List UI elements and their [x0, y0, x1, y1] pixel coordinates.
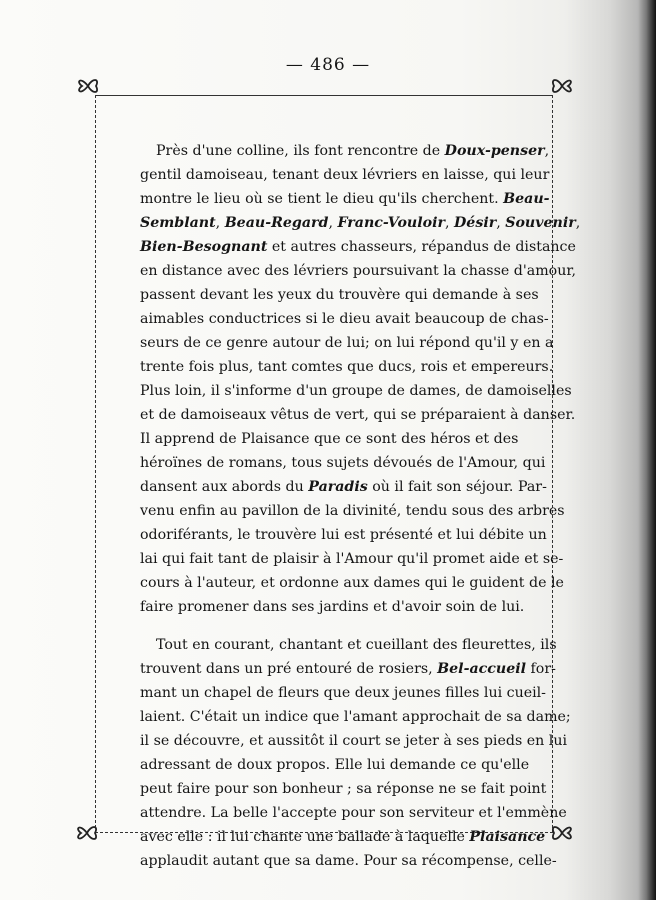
text-line — [140, 849, 557, 873]
text-line — [140, 379, 572, 403]
italic-name: Plaisance — [469, 829, 546, 845]
text-run: attendre. La belle l'accepte pour son serviteur et l'emmène — [140, 805, 567, 821]
italic-name: Semblant — [140, 215, 216, 231]
text-line — [140, 187, 550, 211]
text-run: gentil damoiseau, tenant deux lévriers en laisse, qui leur — [140, 167, 550, 183]
text-run: , — [544, 143, 550, 159]
text-run: adressant de doux propos. Elle lui demande ce qu'elle — [140, 757, 530, 773]
italic-name: Souvenir — [505, 215, 576, 231]
text-run: passent devant les yeux du trouvère qui demande à ses — [140, 287, 539, 303]
text-run: montre le lieu où se tient le dieu qu'ils cherchent. — [140, 191, 504, 207]
text-run: , — [215, 215, 225, 231]
text-line — [140, 211, 581, 235]
italic-name: Franc-Vouloir — [337, 215, 445, 231]
text-line — [140, 657, 556, 681]
text-line — [140, 571, 564, 595]
corner-ornament-top-left-icon — [74, 72, 102, 100]
paragraph-1 — [140, 139, 581, 619]
text-run: et de damoiseaux vêtus de vert, qui se préparaient à danser. — [140, 407, 576, 423]
text-run: lai qui fait tant de plaisir à l'Amour qu'il promet aide et se- — [140, 551, 564, 567]
text-run: applaudit autant que sa dame. Pour sa récompense, celle- — [140, 853, 557, 869]
text-line — [140, 307, 549, 331]
text-line — [140, 801, 567, 825]
text-line — [140, 451, 546, 475]
text-run: seurs de ce genre autour de lui; on lui répond qu'il y en a — [140, 335, 554, 351]
text-run: en distance avec des lévriers poursuivant la chasse d'amour, — [140, 263, 577, 279]
italic-name: Doux-penser — [444, 143, 545, 159]
text-line — [140, 283, 539, 307]
text-run: héroïnes de romans, tous sujets dévoués de l'Amour, qui — [140, 455, 546, 471]
text-run: odoriférants, le trouvère lui est présenté et lui débite un — [140, 527, 547, 543]
text-run: Plus loin, il s'informe d'un groupe de dames, de damoiselles — [140, 383, 572, 399]
corner-ornament-bottom-right-icon — [548, 819, 576, 847]
text-line — [140, 499, 565, 523]
text-line — [140, 523, 547, 547]
page-number: — 486 — — [285, 55, 371, 75]
text-line — [140, 705, 571, 729]
corner-ornament-bottom-left-icon — [73, 819, 101, 847]
text-run: laient. C'était un indice que l'amant approchait de sa dame; — [140, 709, 571, 725]
text-line — [140, 259, 577, 283]
text-line — [140, 331, 554, 355]
text-run: aimables conductrices si le dieu avait beaucoup de chas- — [140, 311, 549, 327]
text-line — [140, 427, 519, 451]
text-run: mant un chapel de fleurs que deux jeunes filles lui cueil- — [140, 685, 546, 701]
text-line — [140, 403, 576, 427]
paragraph-gap — [140, 619, 512, 633]
text-run: venu enfin au pavillon de la divinité, tendu sous des arbres — [140, 503, 565, 519]
text-line — [140, 475, 547, 499]
text-line — [140, 163, 550, 187]
text-run: , — [575, 215, 581, 231]
text-line — [140, 825, 546, 849]
text-run: Près d'une colline, ils font rencontre de — [156, 143, 445, 159]
text-run: il se découvre, et aussitôt il court se jeter à ses pieds en lui — [140, 733, 567, 749]
italic-name: Désir — [454, 215, 497, 231]
text-run: dansent aux abords du — [140, 479, 309, 495]
text-run: , — [444, 215, 454, 231]
text-run: , — [496, 215, 506, 231]
text-run: et autres chasseurs, répandus de distance — [267, 239, 576, 255]
text-line — [140, 633, 557, 657]
page-binding-shadow — [638, 0, 656, 900]
text-run: Tout en courant, chantant et cueillant des fleurettes, ils — [156, 637, 557, 653]
text-run: avec elle : il lui chante une ballade à laquelle — [140, 829, 470, 845]
text-line — [140, 729, 567, 753]
text-line — [140, 753, 530, 777]
body-text — [140, 139, 581, 873]
italic-name: Bel-accueil — [437, 661, 527, 677]
text-run: for- — [526, 661, 556, 677]
text-line — [140, 139, 550, 163]
corner-ornament-top-right-icon — [548, 72, 576, 100]
italic-name: Beau-Regard — [224, 215, 329, 231]
text-run: Il apprend de Plaisance que ce sont des héros et des — [140, 431, 519, 447]
text-line — [140, 547, 564, 571]
text-run: peut faire pour son bonheur ; sa réponse ne se fait point — [140, 781, 547, 797]
text-run: trente fois plus, tant comtes que ducs, rois et empereurs. — [140, 359, 554, 375]
paragraph-2 — [140, 633, 571, 873]
frame-top-rule — [95, 95, 553, 96]
text-run: cours à l'auteur, et ordonne aux dames qui le guident de le — [140, 575, 564, 591]
text-run: faire promener dans ses jardins et d'avoir soin de lui. — [140, 599, 525, 615]
text-line — [140, 777, 547, 801]
italic-name: Beau- — [503, 191, 550, 207]
italic-name: Paradis — [308, 479, 368, 495]
text-line — [140, 355, 554, 379]
text-line — [140, 235, 576, 259]
text-run: où il fait son séjour. Par- — [367, 479, 547, 495]
italic-name: Bien-Besognant — [140, 239, 268, 255]
text-run: , — [328, 215, 338, 231]
text-run: trouvent dans un pré entouré de rosiers, — [140, 661, 438, 677]
text-line — [140, 595, 525, 619]
text-line — [140, 681, 546, 705]
